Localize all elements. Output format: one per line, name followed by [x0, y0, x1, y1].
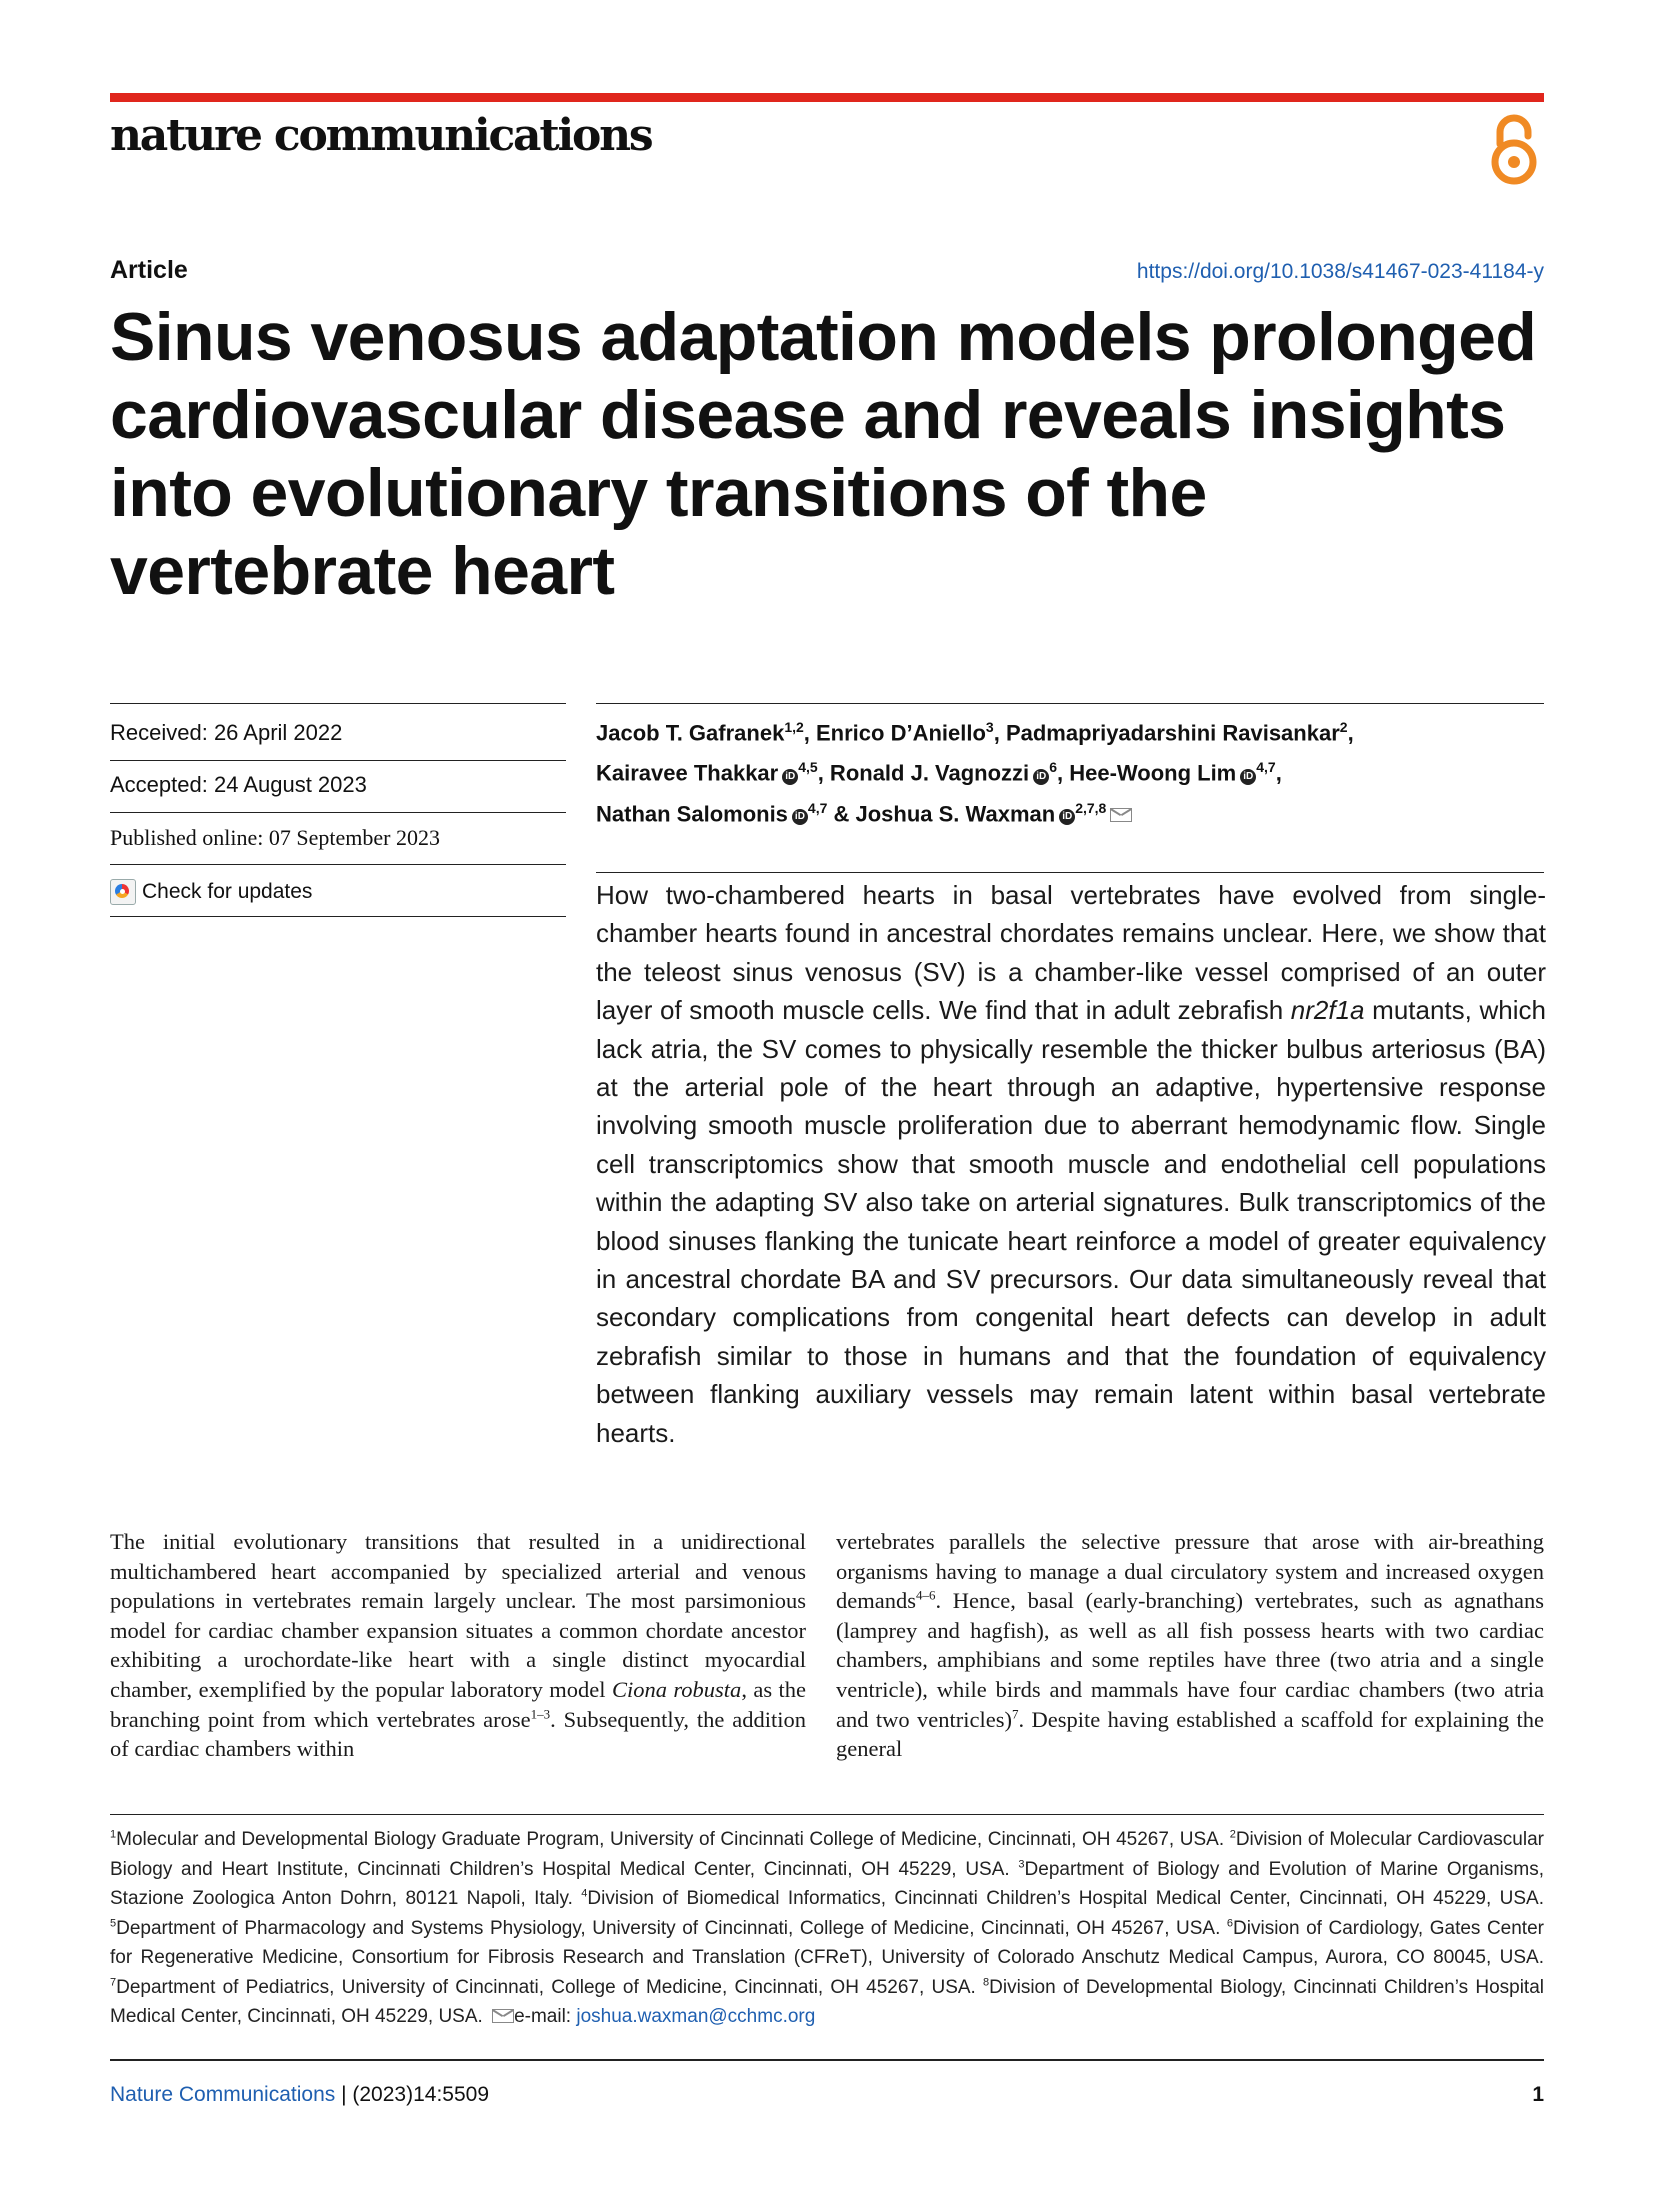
separator: ,	[1275, 760, 1282, 786]
meta-divider	[110, 916, 566, 917]
page-number: 1	[1532, 2083, 1544, 2106]
received-date: Received: 26 April 2022	[110, 720, 343, 745]
author-list	[596, 710, 1544, 831]
accepted-date: Accepted: 24 August 2023	[110, 772, 367, 797]
affiliation-text: Department of Pediatrics, University of Cincinnati, College of Medicine, Cincinnati, OH 45267, USA.	[116, 1976, 984, 1998]
affiliation-number: 5	[110, 1917, 117, 1930]
check-for-updates-label: Check for updates	[142, 880, 313, 903]
affiliation-text: Department of Pharmacology and Systems Physiology, University of Cincinnati, College of Medicine, Cincinnati, OH 45267, USA.	[116, 1917, 1227, 1939]
author-name[interactable]: Kairavee Thakkar	[596, 760, 779, 786]
body-text: . Subsequently, the addition of cardiac chambers within	[110, 1706, 806, 1762]
orcid-icon[interactable]: iD	[782, 769, 798, 785]
author-name[interactable]: Jacob T. Gafranek	[596, 720, 785, 746]
affiliation-ref: 2,7,8	[1075, 799, 1107, 816]
citation-ref[interactable]: 7	[1012, 1706, 1019, 1722]
affiliation-ref: 4,7	[1256, 759, 1276, 776]
affiliations	[110, 1825, 1544, 2032]
gene-name: nr2f1a	[1290, 995, 1365, 1026]
affiliation-ref: 6	[1049, 759, 1057, 776]
authors-divider	[596, 703, 1544, 704]
crossmark-icon	[110, 879, 136, 905]
title-line: vertebrate heart	[110, 533, 615, 609]
orcid-icon[interactable]: iD	[792, 809, 808, 825]
affiliations-divider	[110, 1814, 1544, 1815]
title-line: cardiovascular disease and reveals insights	[110, 377, 1506, 453]
footer-volume: | (2023)14:5509	[335, 2083, 490, 2106]
article-type-label: Article	[110, 256, 188, 284]
orcid-icon[interactable]: iD	[1240, 769, 1256, 785]
affiliation-number: 7	[110, 1976, 117, 1989]
doi-link[interactable]: https://doi.org/10.1038/s41467-023-41184-y	[1136, 260, 1544, 283]
author-name[interactable]: , Padmapriyadarshini Ravisankar	[993, 720, 1340, 746]
affiliation-number: 1	[110, 1828, 117, 1841]
open-access-icon	[1484, 110, 1544, 188]
affiliation-number: 6	[1226, 1917, 1234, 1930]
affiliation-number: 2	[1229, 1828, 1236, 1841]
body-text: . Despite having established a scaffold for explaining the general	[836, 1706, 1544, 1762]
body-column-right	[836, 1527, 1544, 1764]
affiliation-text: Department of Biology and Evolution of Marine Organisms, Stazione Zoologica Anton Dohrn, 80121 Napoli, Italy.	[110, 1858, 1544, 1909]
orcid-icon[interactable]: iD	[1033, 769, 1049, 785]
email-link[interactable]: joshua.waxman@cchmc.org	[576, 2006, 816, 2027]
affiliation-text: Division of Molecular Cardiovascular Biology and Heart Institute, Cincinnati Children’s Hospital Medical Center, Cincinnati, OH 45229, USA.	[110, 1829, 1544, 1880]
title-line: Sinus venosus adaptation models prolonged	[110, 299, 1537, 375]
meta-divider	[110, 703, 566, 704]
body-text: vertebrates parallels the selective pressure that arose with air-breathing organisms having to manage a dual circulatory system and increased oxygen demands	[836, 1529, 1544, 1614]
author-name[interactable]: & Joshua S. Waxman	[827, 800, 1056, 826]
abstract-text: How two-chambered hearts in basal vertebrates have evolved from single-chamber hearts found in ancestral chordates remains unclear. Here, we show that the teleost sinus venosus (SV) is a chamber-like vessel comprised of an outer layer of smooth muscle cells. We find that in adult zebrafish	[596, 880, 1546, 1026]
body-text: . Hence, basal (early-branching) vertebrates, such as agnathans (lamprey and hagfish), as well as all fish possess hearts with two cardiac chambers, amphibians and some reptiles have three (two atria and a single ventricle), while birds and mammals have four cardiac chambers (two atria and two ventricles)	[836, 1588, 1544, 1732]
meta-divider	[110, 864, 566, 865]
abstract-divider	[596, 872, 1544, 873]
footer-journal-link[interactable]: Nature Communications	[110, 2083, 336, 2106]
affiliation-text: Division of Cardiology, Gates Center for Regenerative Medicine, Consortium for Fibrosis Research and Translation (CFReT), University of Colorado Anschutz Medical Campus, Aurora, CO 80045, USA.	[110, 1917, 1544, 1968]
meta-divider	[110, 812, 566, 813]
affiliation-number: 8	[983, 1976, 990, 1989]
affiliation-ref: 2	[1339, 719, 1348, 735]
title-line: into evolutionary transitions of the	[110, 455, 1207, 531]
affiliation-text: Division of Developmental Biology, Cincinnati Children’s Hospital Medical Center, Cincinnati, OH 45229, USA.	[110, 1976, 1544, 2027]
footer-divider	[110, 2059, 1544, 2061]
body-text: , as the branching point from which vertebrates arose	[110, 1676, 806, 1732]
author-name[interactable]: , Hee-Woong Lim	[1056, 760, 1237, 786]
affiliation-ref: 4,5	[798, 759, 818, 776]
body-column-left	[110, 1527, 806, 1764]
email-icon	[492, 2009, 514, 2023]
email-icon[interactable]	[1110, 808, 1132, 822]
author-name[interactable]: , Ronald J. Vagnozzi	[817, 760, 1030, 786]
published-date: Published online: 07 September 2023	[110, 825, 440, 850]
affiliation-text: Division of Biomedical Informatics, Cincinnati Children’s Hospital Medical Center, Cincinnati, OH 45229, USA.	[587, 1888, 1544, 1909]
orcid-icon[interactable]: iD	[1059, 809, 1075, 825]
affiliation-ref: 1,2	[784, 719, 804, 735]
email-label: e-mail:	[514, 2006, 577, 2027]
author-name[interactable]: Nathan Salomonis	[596, 800, 788, 826]
check-for-updates-button[interactable]	[110, 879, 312, 905]
affiliation-number: 4	[581, 1887, 588, 1900]
separator: ,	[1347, 720, 1354, 746]
body-text: The initial evolutionary transitions that resulted in a unidirectional multichambered heart accompanied by specialized arterial and venous populations in vertebrates remain largely unclear. The most parsimonious model for cardiac chamber expansion situates a common chordate ancestor exhibiting a urochordate-like heart with a single distinct myocardial chamber, exemplified by the popular laboratory model	[110, 1529, 806, 1702]
affiliation-ref: 4,7	[807, 799, 828, 816]
affiliation-ref: 3	[985, 719, 994, 735]
article-title	[110, 298, 1550, 610]
citation-ref[interactable]: 4–6	[915, 1587, 936, 1603]
abstract-text: mutants, which lack atria, the SV comes to physically resemble the thicker bulbus arteriosus (BA) at the arterial pole of the heart through an adaptive, hypertensive response involving smooth muscle proliferation due to aberrant hemodynamic flow. Single cell transcriptomics show that smooth muscle and endothelial cell populations within the adapting SV also take on arterial signatures. Bulk transcriptomics of the blood sinuses flanking the tunicate heart reinforce a model of greater equivalency in ancestral chordate BA and SV precursors. Our data simultaneously reveal that secondary complications from congenital heart defects can develop in adult zebrafish similar to those in humans and that the foundation of equivalency between flanking auxiliary vessels may remain latent within basal vertebrate hearts.	[596, 995, 1546, 1448]
author-name[interactable]: , Enrico D’Aniello	[803, 720, 986, 746]
journal-top-rule	[110, 93, 1544, 102]
meta-divider	[110, 760, 566, 761]
journal-logo: nature communications	[110, 110, 652, 161]
affiliation-number: 3	[1018, 1858, 1025, 1871]
affiliation-text: Molecular and Developmental Biology Graduate Program, University of Cincinnati College of Medicine, Cincinnati, OH 45267, USA.	[116, 1829, 1230, 1850]
footer-citation	[110, 2083, 489, 2107]
citation-ref[interactable]: 1–3	[530, 1706, 551, 1722]
species-name: Ciona robusta	[611, 1676, 742, 1702]
abstract	[596, 876, 1546, 1452]
